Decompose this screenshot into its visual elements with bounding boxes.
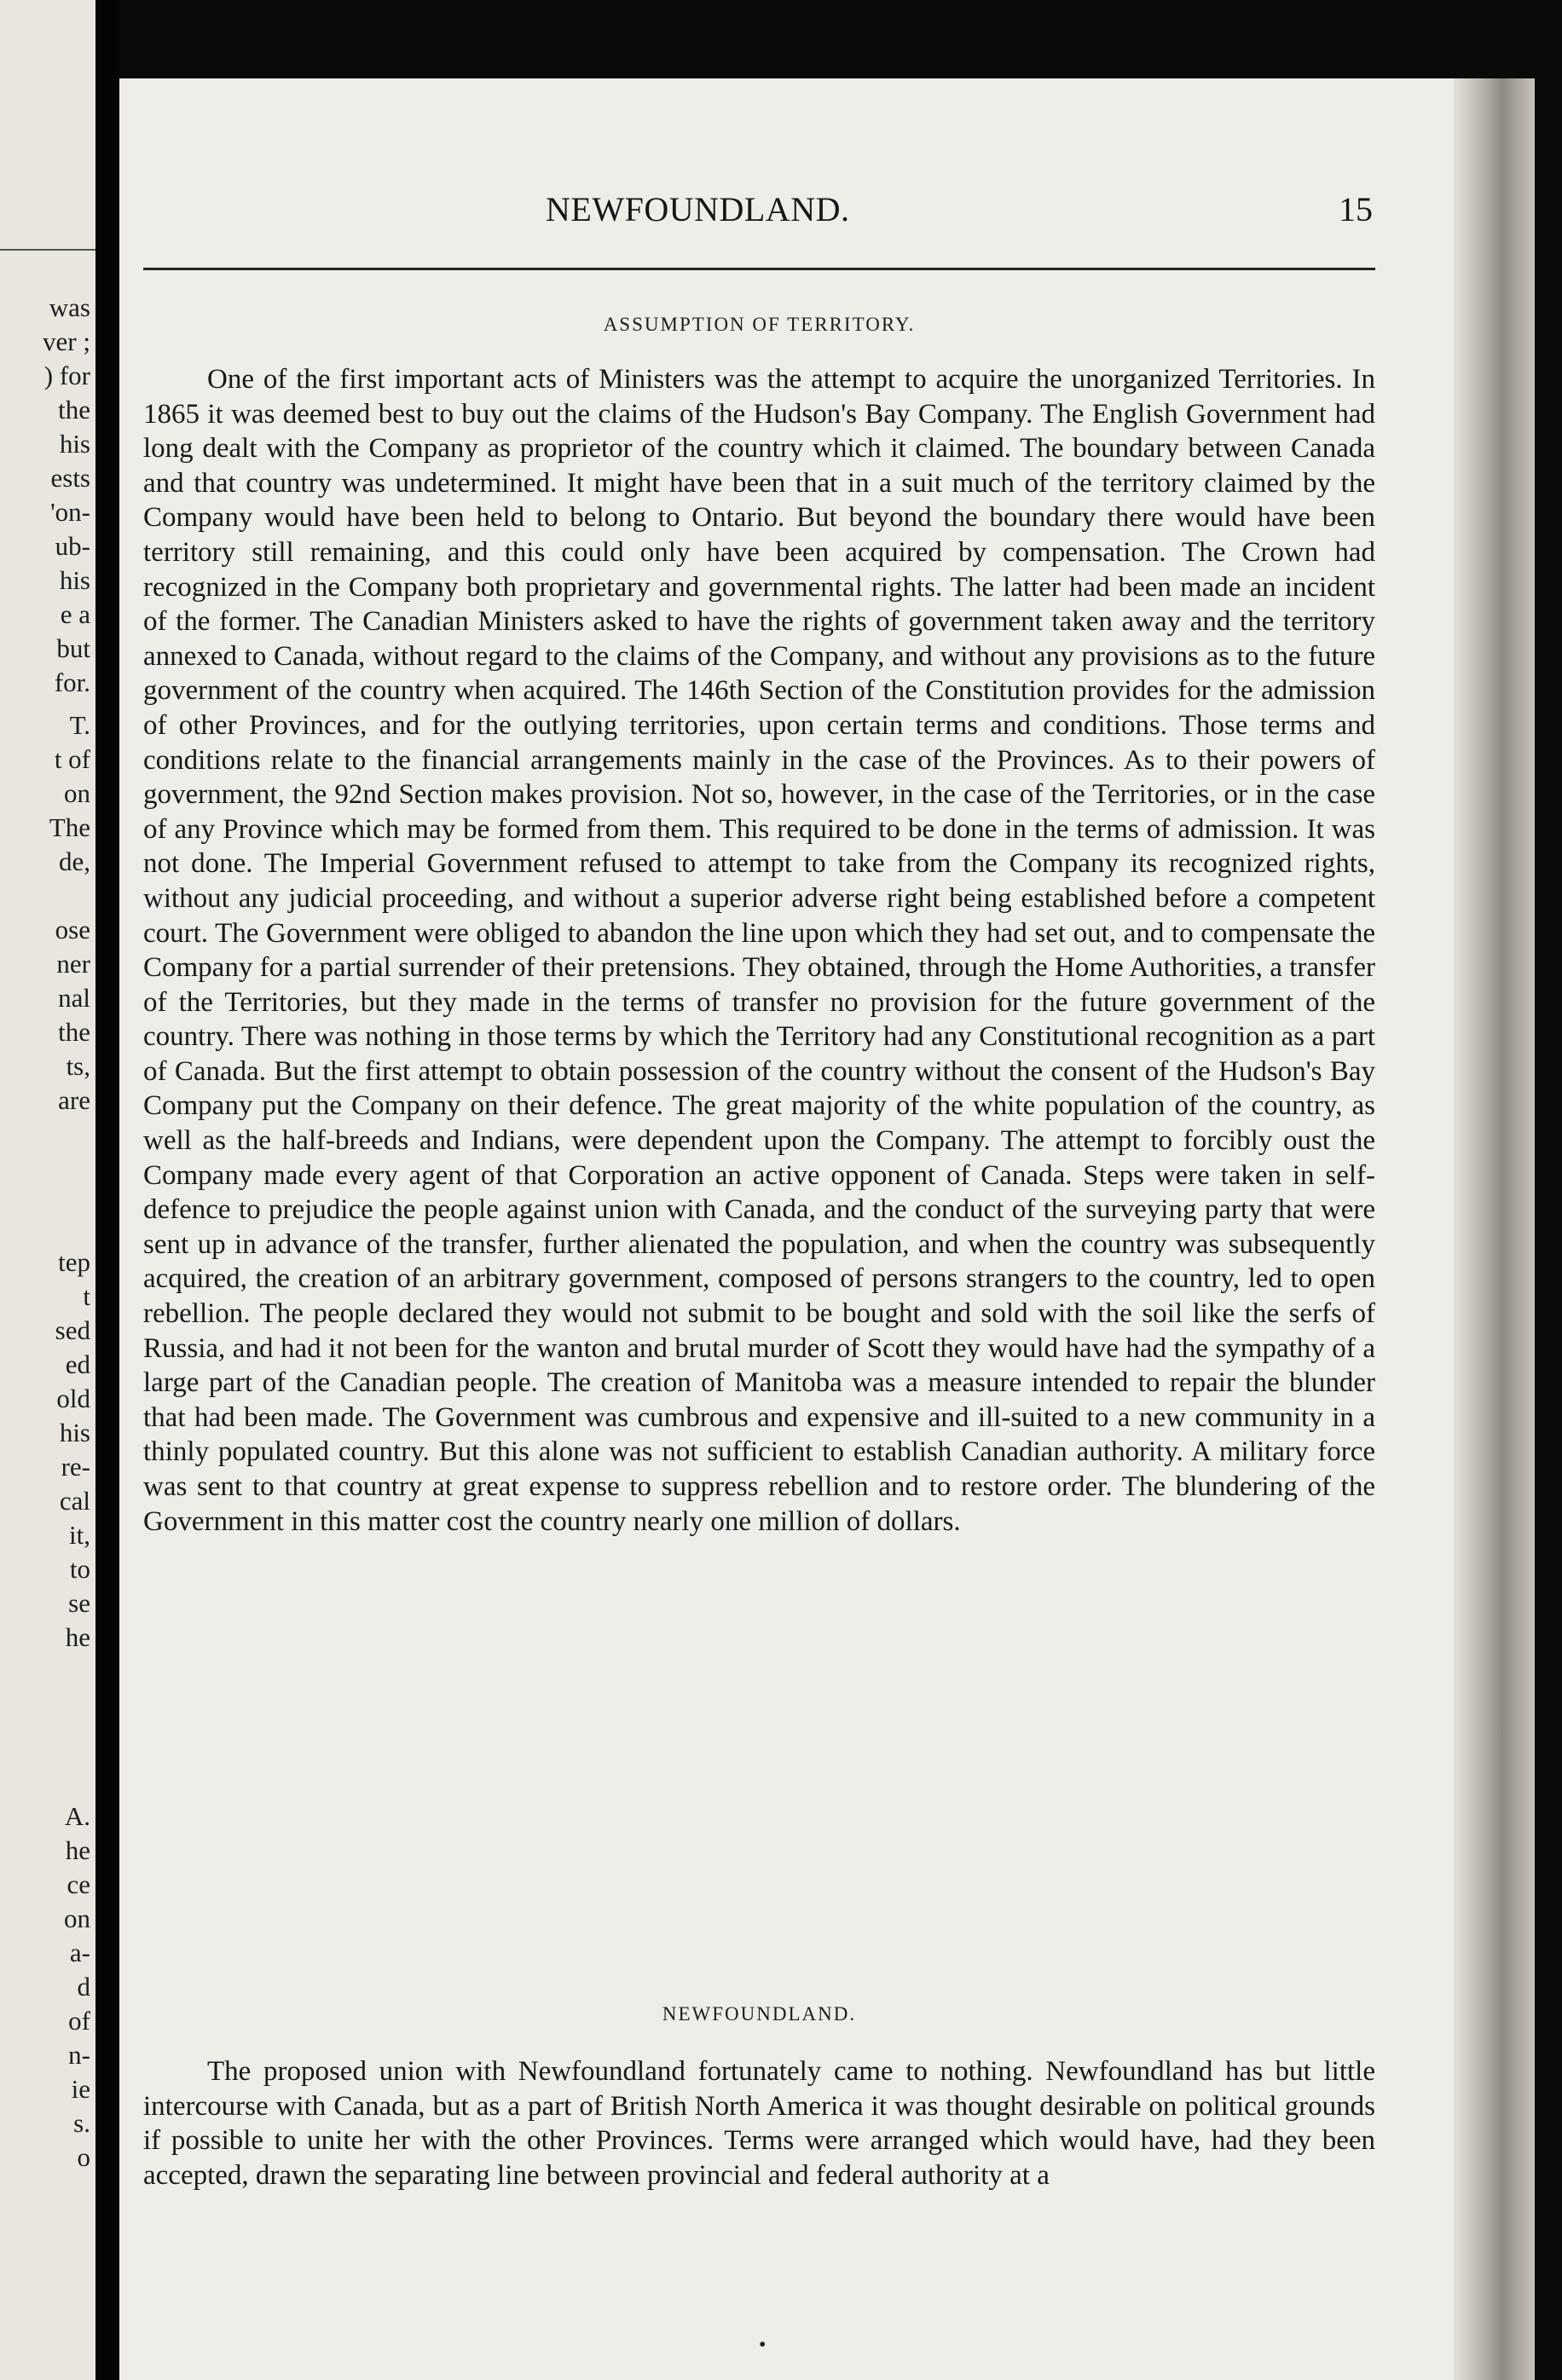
adjacent-page-fragment: his — [59, 429, 90, 459]
adjacent-page-fragment: on — [64, 1903, 90, 1933]
adjacent-page-fragment: ed — [65, 1349, 90, 1379]
adjacent-page-fragment: T. — [69, 710, 90, 740]
adjacent-page-fragment: ce — [67, 1869, 90, 1899]
adjacent-page-fragment: his — [59, 1418, 90, 1447]
signature-mark: • — [759, 2334, 767, 2356]
adjacent-page-fragment: se — [68, 1588, 90, 1618]
scan-border-top — [119, 0, 1535, 78]
adjacent-page-fragment: ie — [71, 2074, 90, 2104]
adjacent-page-fragment: a- — [69, 1938, 90, 1967]
adjacent-page-fragment: ests — [50, 463, 90, 493]
scan-border-right — [1535, 0, 1562, 2380]
adjacent-page-fragment: s. — [73, 2108, 90, 2138]
adjacent-page-fragment: A. — [64, 1801, 90, 1831]
adjacent-page-fragment: nal — [58, 983, 90, 1013]
adjacent-page-fragment: the — [58, 395, 90, 425]
adjacent-page-fragment: ose — [55, 915, 90, 944]
adjacent-page-fragment: he — [65, 1835, 90, 1865]
section-title-newfoundland: NEWFOUNDLAND. — [662, 2003, 857, 2025]
binding-gutter — [95, 0, 119, 2380]
adjacent-page-fragment: ts, — [66, 1051, 90, 1081]
paragraph-newfoundland: The proposed union with Newfoundland fortunately came to nothing. Newfoundland has but little intercourse with Canada, but as a part of British North America it was thought desirable on political grounds if possible to unite her with the other Provinces. Terms were arranged which would have, had they been accepted, drawn the separating line between provincial and federal authority at a — [143, 2056, 1375, 2191]
page-number: 15 — [1339, 190, 1373, 228]
adjacent-page-fragment: are — [58, 1085, 90, 1115]
paragraph-assumption: One of the first important acts of Ministers was the attempt to acquire the unorganized Territories. In 1865 it was deemed best to buy out the claims of the Hudson's Bay Company. The English Government had long dealt with the Company as proprietor of the country which it claimed. The boundary between Canada and that country was undetermined. It might have been that in a suit much of the territory claimed by the Company would have been held to belong to Ontario. But beyond the boundary there would have been territory still remaining, and this could only have been acquired by compensation. The Crown had recognized in the Company both proprietary and governmental rights. The latter had been made an incident of the former. The Canadian Ministers asked to have the rights of government taken away and the territory annexed to Canada, without regard to the claims of the Company, and without any provisions as to the future government of the country when acquired. The 146th Section of the Constitution provides for the admission of other Provinces, and for the outlying territories, upon certain terms and conditions. Those terms and conditions relate to the financial arrangements mainly in the case of the Provinces. As to their powers of government, the 92nd Section makes provision. Not so, however, in the case of the Territories, or in the case of any Province which may be formed from them. This required to be done in the terms of admission. It was not done. The Imperial Government refused to attempt to take from the Company its recognized rights, without any judicial proceeding, and without a superior adverse right being established before a competent court. The Government were obliged to abandon the line upon which they had set out, and to compensate the Company for a partial surrender of their pretensions. They obtained, through the Home Authorities, a transfer of the Territories, but they made in the terms of transfer no provision for the future government of the country. There was nothing in those terms by which the Territory had any Constitutional recognition as a part of Canada. But the first attempt to obtain possession of the country without the consent of the Hudson's Bay Company put the Company on their defence. The great majority of the white population of the country, as well as the half-breeds and Indians, were dependent upon the Company. The attempt to forcibly oust the Company made every agent of that Corporation an active opponent of Canada. Steps were taken in self-defence to prejudice the people against union with Canada, and the conduct of the surveying party that were sent up in advance of the transfer, further alienated the population, and when the country was subsequently acquired, the creation of an arbitrary government, composed of persons strangers to the country, led to open rebellion. The people declared they would not submit to be bought and sold with the soil like the serfs of Russia, and had it not been for the wanton and brutal murder of Scott they would have had the sympathy of a large part of the Canadian people. The creation of Manitoba was a measure intended to repair the blunder that had been made. The Government was cumbrous and expensive and ill-suited to a new community in a thinly populated country. But this alone was not sufficient to establish Canadian authority. A military force was sent to that country at great expense to suppress rebellion and to restore order. The blundering of the Government in this matter cost the country nearly one million of dollars. — [143, 364, 1375, 1537]
header-rule — [143, 268, 1375, 270]
adjacent-page-fragment: he — [65, 1622, 90, 1652]
adjacent-page-fragment: e a — [60, 599, 90, 629]
adjacent-page-fragment: tep — [58, 1247, 90, 1277]
adjacent-page-fragment: t of — [54, 744, 90, 774]
adjacent-page-fragment: on — [64, 778, 90, 808]
page-edge-shadow — [1454, 78, 1535, 2380]
running-head: NEWFOUNDLAND. — [546, 190, 850, 228]
section-title-assumption: ASSUMPTION OF TERRITORY. — [603, 314, 916, 335]
adjacent-page-strip — [0, 0, 95, 2380]
adjacent-page-fragment: o — [77, 2142, 90, 2172]
adjacent-page-fragment: for. — [54, 667, 90, 697]
adjacent-page-fragment: ver ; — [43, 326, 90, 356]
adjacent-page-fragment: old — [56, 1384, 90, 1413]
adjacent-page-fragment: The — [49, 812, 90, 842]
adjacent-page-fragment: but — [56, 633, 90, 663]
adjacent-page-fragment: de, — [58, 846, 90, 876]
adjacent-page-rule — [0, 249, 95, 251]
adjacent-page-fragment: was — [49, 292, 90, 322]
adjacent-page-fragment: ub- — [55, 531, 90, 561]
adjacent-page-fragment: the — [58, 1017, 90, 1047]
adjacent-page-fragment: his — [59, 565, 90, 595]
adjacent-page-fragment: it, — [69, 1520, 90, 1550]
adjacent-page-fragment: re- — [61, 1452, 90, 1482]
adjacent-page-fragment: to — [69, 1554, 90, 1584]
adjacent-page-fragment: ) for — [43, 361, 90, 390]
adjacent-page-fragment: n- — [68, 2040, 90, 2070]
adjacent-page-fragment: cal — [59, 1486, 90, 1516]
adjacent-page-fragment: d — [77, 1972, 90, 2002]
adjacent-page-fragment: of — [68, 2006, 90, 2036]
adjacent-page-fragment: sed — [55, 1315, 90, 1345]
adjacent-page-fragment: t — [83, 1281, 90, 1311]
adjacent-page-fragment: ner — [56, 949, 90, 979]
adjacent-page-fragment: 'on- — [50, 497, 90, 527]
